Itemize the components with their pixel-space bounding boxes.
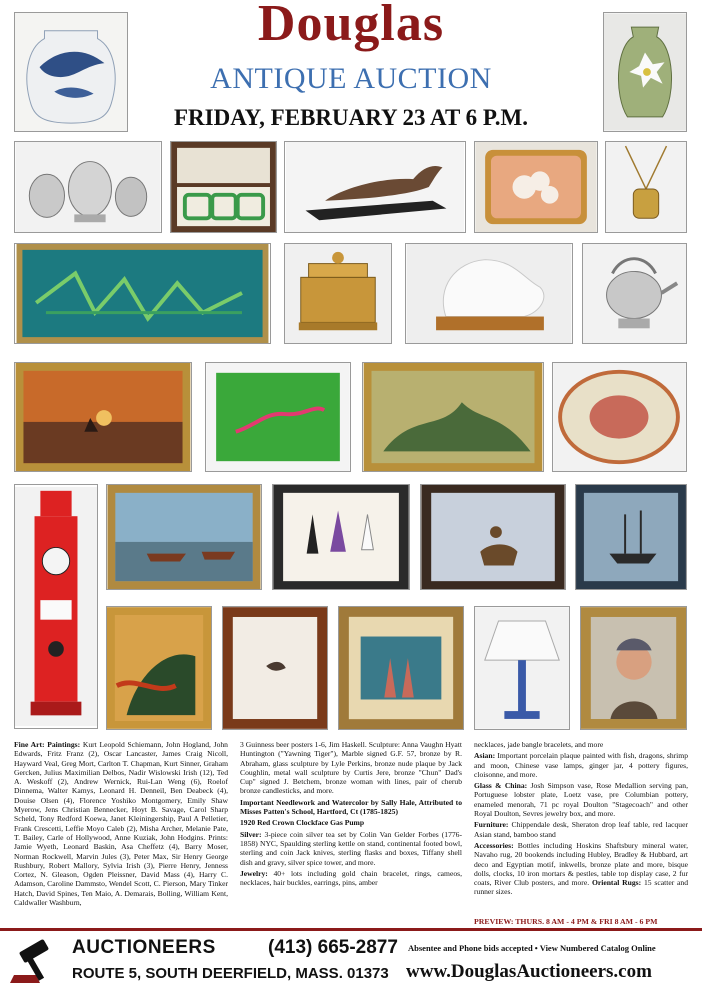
jewelry-heading: Jewelry: <box>240 868 268 878</box>
absentee-note: Absentee and Phone bids accepted • View Numbered Catalog Online <box>408 943 656 953</box>
jewelry-body: 40+ lots including gold chain bracelet, rings, cameos, necklaces, hair buckles, earrings, pins, amber <box>240 868 462 888</box>
gas-pump-heading: 1920 Red Crown Clockface Gas Pump <box>240 818 365 828</box>
photo-silver-kettle <box>582 243 687 344</box>
photo-gilt-casket <box>284 243 392 344</box>
photo-green-abstract <box>205 362 351 472</box>
photo-silver-tea-set <box>14 141 162 233</box>
text-column-sculpture-silver <box>240 740 462 926</box>
rugs-body: 15 scatter and runner sizes. <box>474 878 689 897</box>
text-column-fine-art <box>14 740 228 918</box>
photo-figures-drawing <box>272 484 410 590</box>
photo-art-glass-vase <box>603 12 687 132</box>
photo-blue-white-jar <box>14 12 128 132</box>
silver-body: 3-piece coin silver tea set by Colin Van Gelder Forbes (1776-1858) NYC, Spaulding sterling kettle on stand, continental footed bowl, sterling and coin Jack knives, sterling flasks and boxes, Tiffany shell dish and gravy, silver spice tower, and more. <box>240 829 463 867</box>
photo-jade-bangles-case <box>170 141 277 233</box>
gavel-logo-icon <box>6 937 58 987</box>
phone-number: (413) 665-2877 <box>268 937 398 958</box>
photo-gas-pump <box>14 484 98 729</box>
photo-table-lamp <box>474 606 570 730</box>
asian-heading: Asian: <box>474 751 496 761</box>
accessories-body: Bottles including Hoskins Shaftsbury mineral water, Navaho rug, 20 bookends including Hubley, Bradley & Hubbard, art deco and Egyptian motif, inkwells, bronze plate and more, bisque dolls, clocks, 10 iron mortars & pestles, table top display case, 2 fur coats, River Club posters, and more. <box>474 840 688 888</box>
fine-art-body: Kurt Leopold Schiemann, John Hogland, John Edwards, Fritz Franz (2), Oscar Lancaster, James Craig Nicoll, Hayward Veal, Greg Mort, Carlton T. Chapman, Kurt Sinner, Graham Gercken, Julius Maximilian Delbos, Nadir Wislowski Irish (12), Ted A. Weskoff (2), Andrew Wernick, Rui-Lan Weng (6), Roelof Dinnema, Walter Kamys, Leonard H. Denneil, Ben Deabeck (4), Douise Olsen (4), Florence Yoshiko Montgomery, Emily Shaw Myerow, Jens Christian Bennecker, Hoyt B. Savage, Carol Sharp Scheld, Tony Redford Koewa, Janet Kleiningership, Paul A Pelletier, Frank Crescetti, Leffie Moyo Caleb (2), Misha Archer, Melanie Pate, T. Bailey, Carle of Hollywood, Anne Kuziak, John Hodgins. Prints: Jamie Wyeth, Leonard Baskin, Asa Cheffetz (4), Barry Moser, Norman Rockwell, Marvin Jules (3), Peter Max, Sir Henry George Rushbury, Robert Mallory, Sylvia Irish (3), Pierre Henry, Jenness Cortez, N. Gleason, Ogden Pleissner, David Mass (4), Harry C. Adamson, Caroline Dammsto, Wendel Scott, C. Pierson, Mary Tinker Hatch, David Spines, Ten Maio, A. Demarais, Bolling, William Kent, Caldwaller Washburn, <box>14 740 228 908</box>
sculpture-paragraph: 3 Guinness beer posters 1-6, Jim Haskell. Sculpture: Anna Vaughn Hyatt Huntington ("Yawning Tiger"), Marble signed G.F. 57, bronze by R. Abraham, glass sculpture by Lyle Perkins, bronze nude plaque by Jack Coughlin, metal wall sculpture by Curtis Jere, bronze "Chun" Dad's Cup" signed J. Betchem, bronze woman with lines, pair of cherub bronze candlesticks, and more. <box>240 740 462 796</box>
photo-bronze-panther <box>284 141 466 233</box>
asian-body: Important porcelain plaque painted with fish, dragons, shrimp and moon, Chinese vase lamps, ginger jar, 4 pottery figures, cloisonne, and more. <box>474 751 689 779</box>
text-column-asian-furniture <box>474 740 688 916</box>
photo-canal-boats <box>106 484 262 590</box>
auctioneers-label: AUCTIONEERS <box>72 937 216 958</box>
footer <box>0 928 702 990</box>
preview-times: PREVIEW: THURS. 8 AM - 4 PM & FRI 8 AM - 6 PM <box>474 917 658 926</box>
jewelry-continued: necklaces, jade bangle bracelets, and more <box>474 740 604 749</box>
photo-sunset-seascape <box>14 362 192 472</box>
photo-rider-painting <box>420 484 566 590</box>
photo-tree-landscape <box>106 606 212 730</box>
photo-locket-necklace <box>605 141 687 233</box>
auction-title: ANTIQUE AUCTION <box>210 62 492 95</box>
photo-ship-plaque <box>575 484 687 590</box>
glass-heading: Glass & China: <box>474 781 528 791</box>
photo-abstract-painting <box>14 243 271 344</box>
accessories-heading: Accessories: <box>474 840 514 850</box>
furniture-body: Chippendale desk, Sheraton drop leaf table, red lacquer Asian stand, bamboo stand <box>474 820 688 839</box>
photo-rose-medallion-platter <box>552 362 687 472</box>
website-link[interactable]: www.DouglasAuctioneers.com <box>406 961 652 982</box>
fine-art-heading: Fine Art: Paintings: <box>14 740 81 749</box>
auction-date: FRIDAY, FEBRUARY 23 AT 6 P.M. <box>173 105 529 130</box>
photo-bird-painting <box>222 606 328 730</box>
glass-body: Josh Simpson vase, Rose Medallion serving pan, Portuguese lobster plate, Loetz vase, pre Columbian pottery, enameled menorah, 71 pc royal Doulton "Stagecoach" and other Royal Doulton, Sevres jewelry box, and more. <box>474 781 688 819</box>
address: ROUTE 5, SOUTH DEERFIELD, MASS. 01373 <box>72 965 389 982</box>
needlework-heading: Important Needlework and Watercolor by Sally Hale, Attributed to Misses Patten's School, Hartford, Ct (1785-1825) <box>240 797 462 817</box>
silver-heading: Silver: <box>240 829 262 839</box>
rugs-heading: Oriental Rugs: <box>591 878 642 888</box>
photo-man-portrait <box>580 606 687 730</box>
photo-marble-sculpture <box>405 243 573 344</box>
furniture-heading: Furniture: <box>474 820 509 830</box>
photo-needlework-picture <box>338 606 464 730</box>
photo-cameo-brooch <box>474 141 598 233</box>
photo-landscape-painting <box>362 362 544 472</box>
brand-title: Douglas <box>257 0 445 52</box>
